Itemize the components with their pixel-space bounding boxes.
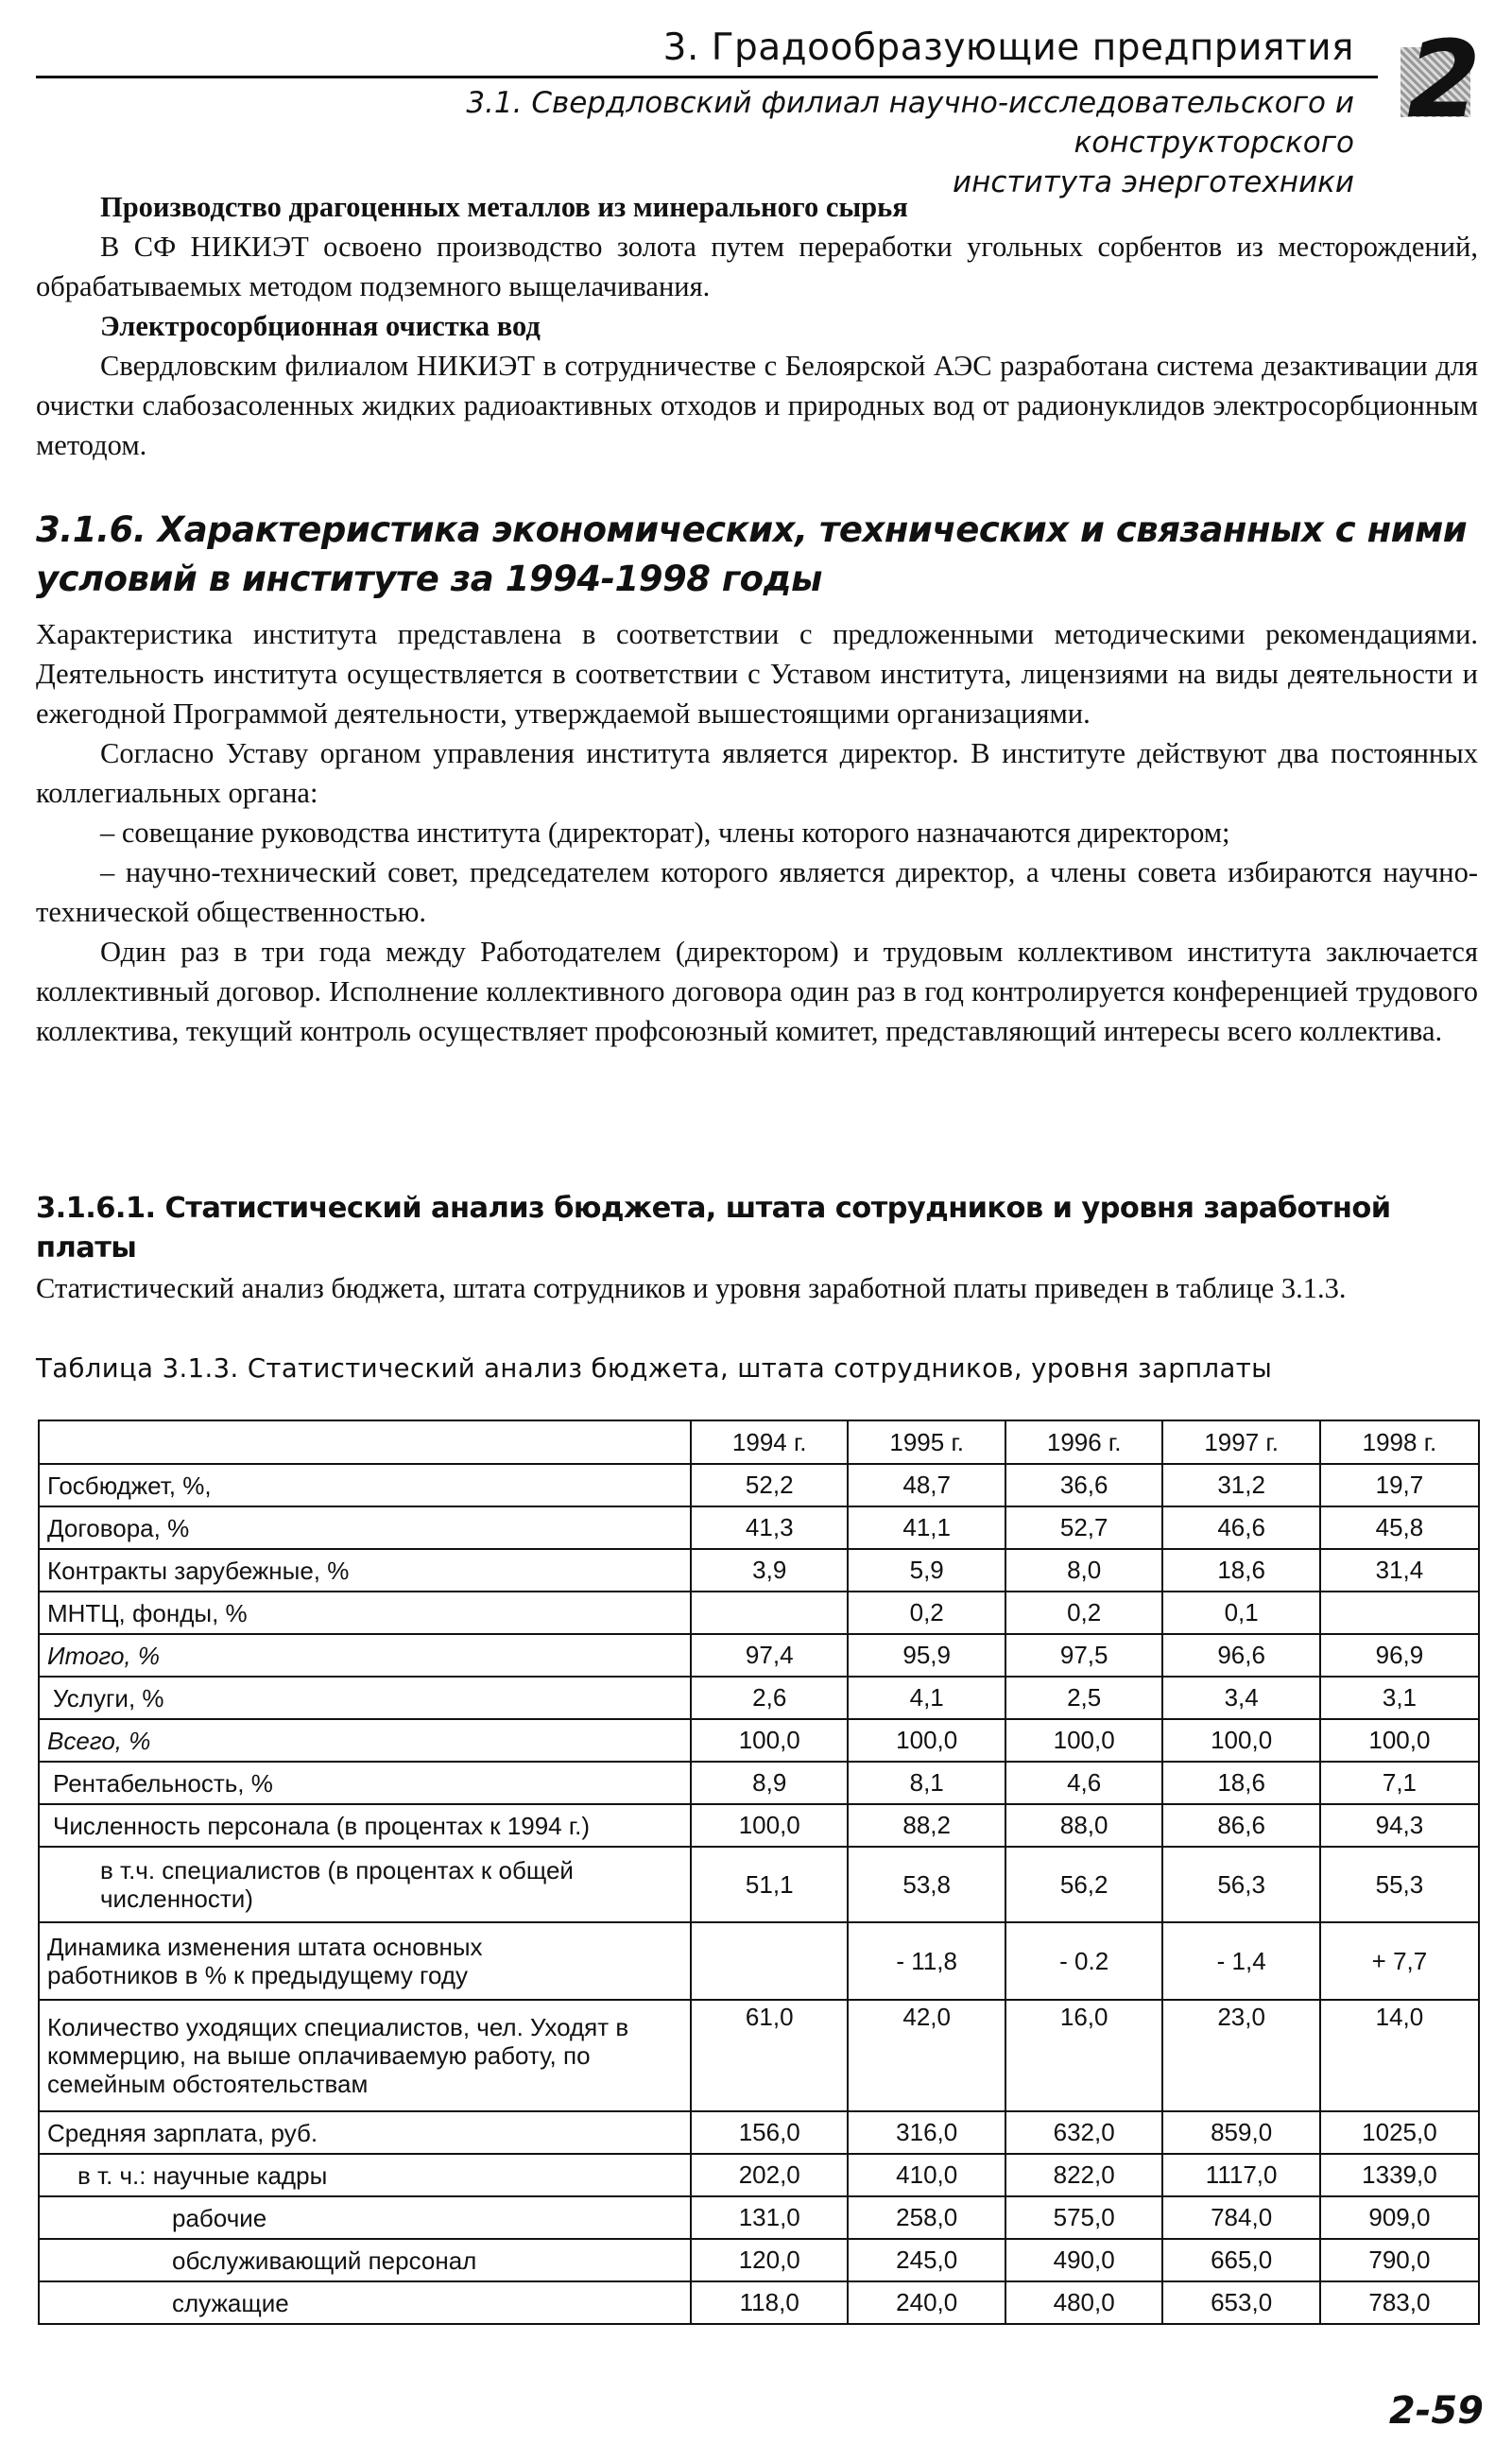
table-cell: 784,0 xyxy=(1162,2196,1319,2239)
table-row xyxy=(39,1634,1479,1677)
table-cell xyxy=(691,1922,848,2000)
table-row xyxy=(39,1804,1479,1847)
running-header-section-line2: института энерготехники xyxy=(952,165,1354,199)
row-label: Динамика изменения штата основных работников в % к предыдущему году xyxy=(39,1922,691,2000)
table-cell: 202,0 xyxy=(691,2154,848,2196)
table-cell: 96,6 xyxy=(1162,1634,1319,1677)
table-cell: 41,1 xyxy=(848,1506,1005,1549)
table-cell: - 0.2 xyxy=(1005,1922,1162,2000)
table-row xyxy=(39,1762,1479,1804)
table-cell: 48,7 xyxy=(848,1464,1005,1506)
table-caption: Таблица 3.1.3. Статистический анализ бюджета, штата сотрудников, уровня зарплаты xyxy=(36,1353,1273,1384)
intro-heading-precious-metals: Производство драгоценных металлов из минерального сырья xyxy=(100,191,908,223)
table-cell: 41,3 xyxy=(691,1506,848,1549)
table-cell: 31,2 xyxy=(1162,1464,1319,1506)
table-cell: 245,0 xyxy=(848,2239,1005,2281)
table-cell: 86,6 xyxy=(1162,1804,1319,1847)
table-cell: 783,0 xyxy=(1320,2281,1479,2324)
year-header: 1994 г. xyxy=(691,1420,848,1464)
table-row xyxy=(39,1549,1479,1592)
row-label: служащие xyxy=(39,2281,691,2324)
year-header: 1996 г. xyxy=(1005,1420,1162,1464)
year-header: 1995 г. xyxy=(848,1420,1005,1464)
table-cell: 822,0 xyxy=(1005,2154,1162,2196)
row-label: Итого, % xyxy=(39,1634,691,1677)
row-label: Численность персонала (в процентах к 1994 г.) xyxy=(39,1804,691,1847)
table-header-empty xyxy=(39,1420,691,1464)
table-row xyxy=(39,2154,1479,2196)
section-paragraph-3: Один раз в три года между Работодателем (директором) и трудовым коллективом института заключается коллективный договор. Исполнение коллективного договора один раз в год контролируется конференцией трудового коллектива, текущий контроль осуществляет профсоюзный комитет, представляющий интересы всего коллектива. xyxy=(36,936,1478,1047)
table-row xyxy=(39,1506,1479,1549)
table-cell: 31,4 xyxy=(1320,1549,1479,1592)
running-header-section xyxy=(189,83,1354,202)
section-paragraph-2: Согласно Уставу органом управления института является директор. В институте действуют два постоянных коллегиальных органа: xyxy=(36,737,1478,809)
table-cell: - 1,4 xyxy=(1162,1922,1319,2000)
table-row xyxy=(39,1464,1479,1506)
intro-block xyxy=(36,187,1478,465)
chapter-badge xyxy=(1397,19,1491,142)
intro-paragraph-decontamination: Свердловским филиалом НИКИЭТ в сотрудничестве с Белоярской АЭС разработана система дезактивации для очистки слабозасоленных жидких радиоактивных отходов и природных вод от радионуклидов электросорбционным методом. xyxy=(36,350,1478,461)
table-cell xyxy=(691,1592,848,1634)
chapter-badge-number: 2 xyxy=(1407,19,1481,142)
row-label: обслуживающий персонал xyxy=(39,2239,691,2281)
table-cell: 1025,0 xyxy=(1320,2111,1479,2154)
table-row xyxy=(39,2196,1479,2239)
table-cell: 100,0 xyxy=(848,1719,1005,1762)
table-cell: 240,0 xyxy=(848,2281,1005,2324)
table-cell: 3,1 xyxy=(1320,1677,1479,1719)
table-row xyxy=(39,2000,1479,2111)
section-paragraph-1: Характеристика института представлена в соответствии с предложенными методическими рекомендациями. Деятельность института осуществляется в соответствии с Уставом института, лицензиями на виды деятельности и ежегодной Программой деятельности, утверждаемой вышестоящими организациями. xyxy=(36,618,1478,730)
table-cell: 95,9 xyxy=(848,1634,1005,1677)
table-cell: 3,9 xyxy=(691,1549,848,1592)
table-cell: 100,0 xyxy=(1320,1719,1479,1762)
table-cell: 52,2 xyxy=(691,1464,848,1506)
table-cell: 18,6 xyxy=(1162,1762,1319,1804)
table-cell: 36,6 xyxy=(1005,1464,1162,1506)
table-cell: 316,0 xyxy=(848,2111,1005,2154)
table-cell: 3,4 xyxy=(1162,1677,1319,1719)
table-row xyxy=(39,1847,1479,1922)
table-cell: 258,0 xyxy=(848,2196,1005,2239)
intro-paragraph-gold: В СФ НИКИЭТ освоено производство золота путем переработки угольных сорбентов из месторождений, обрабатываемых методом подземного выщелачивания. xyxy=(36,231,1478,302)
table-cell: 118,0 xyxy=(691,2281,848,2324)
table-cell: 0,2 xyxy=(848,1592,1005,1634)
table-cell: 42,0 xyxy=(848,2000,1005,2111)
table-cell: 100,0 xyxy=(1162,1719,1319,1762)
table-cell: 100,0 xyxy=(691,1719,848,1762)
table-cell: 8,1 xyxy=(848,1762,1005,1804)
table-cell: 1117,0 xyxy=(1162,2154,1319,2196)
table-cell: 653,0 xyxy=(1162,2281,1319,2324)
row-label: Всего, % xyxy=(39,1719,691,1762)
row-label: Договора, % xyxy=(39,1506,691,1549)
table-cell: 61,0 xyxy=(691,2000,848,2111)
table-row xyxy=(39,1922,1479,2000)
table-cell: 100,0 xyxy=(691,1804,848,1847)
table-cell: 94,3 xyxy=(1320,1804,1479,1847)
table-cell: 7,1 xyxy=(1320,1762,1479,1804)
table-cell: 19,7 xyxy=(1320,1464,1479,1506)
table-cell: 100,0 xyxy=(1005,1719,1162,1762)
table-cell: 88,0 xyxy=(1005,1804,1162,1847)
subsection xyxy=(36,1189,1478,1308)
table-cell: 56,3 xyxy=(1162,1847,1319,1922)
table-row xyxy=(39,2111,1479,2154)
row-label: Услуги, % xyxy=(39,1677,691,1719)
table-cell: 56,2 xyxy=(1005,1847,1162,1922)
table-cell: 88,2 xyxy=(848,1804,1005,1847)
table-row xyxy=(39,1677,1479,1719)
table-header-row xyxy=(39,1420,1479,1464)
table-cell: 16,0 xyxy=(1005,2000,1162,2111)
section-body xyxy=(36,614,1478,1051)
table-cell: 97,4 xyxy=(691,1634,848,1677)
table-cell: 790,0 xyxy=(1320,2239,1479,2281)
table-cell: 51,1 xyxy=(691,1847,848,1922)
row-label: в т.ч. специалистов (в процентах к общей численности) xyxy=(39,1847,691,1922)
table-cell: 18,6 xyxy=(1162,1549,1319,1592)
table-cell: - 11,8 xyxy=(848,1922,1005,2000)
table-cell: 0,1 xyxy=(1162,1592,1319,1634)
table-cell: 4,1 xyxy=(848,1677,1005,1719)
table-cell: 410,0 xyxy=(848,2154,1005,2196)
table-cell: 131,0 xyxy=(691,2196,848,2239)
running-header-section-line1: 3.1. Свердловский филиал научно-исследовательского и конструкторского xyxy=(466,86,1354,160)
table-cell: 665,0 xyxy=(1162,2239,1319,2281)
subsection-title: 3.1.6.1. Статистический анализ бюджета, штата сотрудников и уровня заработной платы xyxy=(36,1192,1391,1265)
page-number: 2-59 xyxy=(1388,2389,1484,2433)
year-header: 1998 г. xyxy=(1320,1420,1479,1464)
list-item-council: – научно-технический совет, председателем которого является директор, а члены совета избираются научно-технической общественностью. xyxy=(36,856,1478,928)
section-title: 3.1.6. Характеристика экономических, технических и связанных с ними условий в институте за 1994-1998 годы xyxy=(36,509,1468,599)
table-cell: 8,9 xyxy=(691,1762,848,1804)
table-cell: 632,0 xyxy=(1005,2111,1162,2154)
table-cell: 55,3 xyxy=(1320,1847,1479,1922)
table-cell: 97,5 xyxy=(1005,1634,1162,1677)
row-label: Количество уходящих специалистов, чел. Уходят в коммерцию, на выше оплачиваемую работу, по семейным обстоятельствам xyxy=(39,2000,691,2111)
header-rule xyxy=(36,76,1378,78)
table-cell: 575,0 xyxy=(1005,2196,1162,2239)
table-cell: 909,0 xyxy=(1320,2196,1479,2239)
row-label: в т. ч.: научные кадры xyxy=(39,2154,691,2196)
table-cell: 156,0 xyxy=(691,2111,848,2154)
statistics-table xyxy=(38,1420,1480,2325)
table-cell: 96,9 xyxy=(1320,1634,1479,1677)
table-row xyxy=(39,2281,1479,2324)
year-header: 1997 г. xyxy=(1162,1420,1319,1464)
table-cell: + 7,7 xyxy=(1320,1922,1479,2000)
table-cell: 53,8 xyxy=(848,1847,1005,1922)
intro-heading-electrosorption: Электросорбционная очистка вод xyxy=(100,310,541,342)
row-label: Средняя зарплата, руб. xyxy=(39,2111,691,2154)
table-cell: 14,0 xyxy=(1320,2000,1479,2111)
table-cell: 8,0 xyxy=(1005,1549,1162,1592)
row-label: МНТЦ, фонды, % xyxy=(39,1592,691,1634)
running-header-chapter: 3. Градообразующие предприятия xyxy=(662,26,1354,69)
table-cell: 0,2 xyxy=(1005,1592,1162,1634)
table-cell: 2,5 xyxy=(1005,1677,1162,1719)
subsection-body: Статистический анализ бюджета, штата сотрудников и уровня заработной платы приведен в таблице 3.1.3. xyxy=(36,1272,1347,1304)
table-cell: 2,6 xyxy=(691,1677,848,1719)
table-cell: 52,7 xyxy=(1005,1506,1162,1549)
row-label: рабочие xyxy=(39,2196,691,2239)
list-item-directorate: – совещание руководства института (директорат), члены которого назначаются директором; xyxy=(100,817,1230,849)
row-label: Госбюджет, %, xyxy=(39,1464,691,1506)
table-row xyxy=(39,1719,1479,1762)
table-cell: 45,8 xyxy=(1320,1506,1479,1549)
table-cell: 490,0 xyxy=(1005,2239,1162,2281)
row-label: Контракты зарубежные, % xyxy=(39,1549,691,1592)
row-label: Рентабельность, % xyxy=(39,1762,691,1804)
table-cell xyxy=(1320,1592,1479,1634)
table-cell: 46,6 xyxy=(1162,1506,1319,1549)
table-cell: 23,0 xyxy=(1162,2000,1319,2111)
table-row xyxy=(39,2239,1479,2281)
table-cell: 1339,0 xyxy=(1320,2154,1479,2196)
table-cell: 859,0 xyxy=(1162,2111,1319,2154)
table-cell: 480,0 xyxy=(1005,2281,1162,2324)
table-cell: 4,6 xyxy=(1005,1762,1162,1804)
table-cell: 120,0 xyxy=(691,2239,848,2281)
table-row xyxy=(39,1592,1479,1634)
table-cell: 5,9 xyxy=(848,1549,1005,1592)
